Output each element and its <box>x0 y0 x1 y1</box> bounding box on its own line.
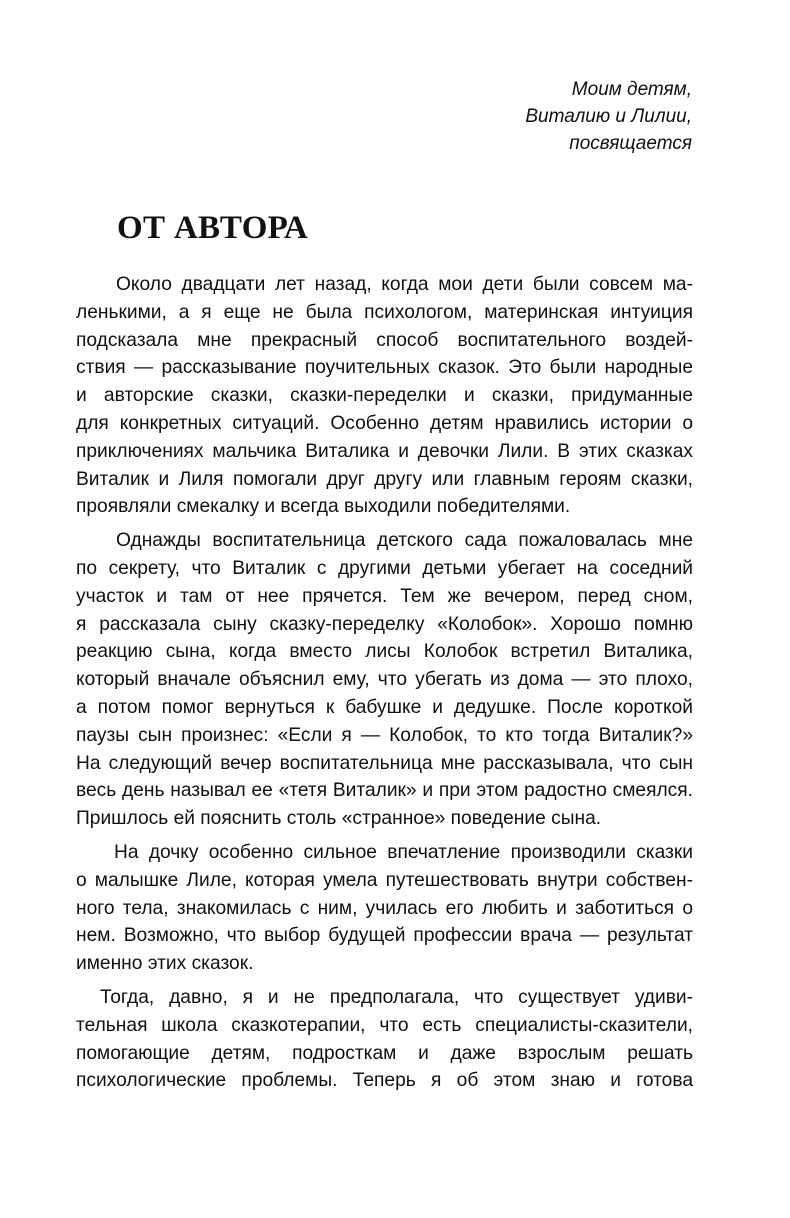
text-line: ного тела, знакомилась с ним, училась его любить и заботиться о <box>76 897 693 919</box>
text-line: Однажды воспитательница детского сада пожаловалась мне <box>116 530 693 552</box>
text-line: помогающие детям, подросткам и даже взрослым решать <box>76 1042 693 1064</box>
body-text <box>76 271 693 1101</box>
text-line: Виталик и Лиля помогали друг другу или главным героям сказки, <box>76 468 693 490</box>
text-line: для конкретных ситуаций. Особенно детям нравились истории о <box>76 412 693 434</box>
text-line: На следующий вечер воспитательница мне рассказывала, что сын <box>76 752 693 774</box>
text-line: ствия — рассказывание поучительных сказок. Это были народные <box>76 357 693 379</box>
text-line: тельная школа сказкотерапии, что есть специалисты-сказители, <box>76 1014 693 1036</box>
text-line: я рассказала сыну сказку-переделку «Колобок». Хорошо помню <box>76 613 693 635</box>
text-line: реакцию сына, когда вместо лисы Колобок встретил Виталика, <box>76 641 693 663</box>
text-line: психологические проблемы. Теперь я об этом знаю и готова <box>76 1070 693 1092</box>
text-line: по секрету, что Виталик с другими детьми убегает на соседний <box>76 557 693 579</box>
text-line: участок и там от нее прячется. Тем же вечером, перед сном, <box>76 585 693 607</box>
dedication-line: Моим детям, <box>571 79 692 100</box>
text-line: а потом помог вернуться к бабушке и дедушке. После короткой <box>76 696 693 718</box>
dedication <box>525 76 692 157</box>
text-line: проявляли смекалку и всегда выходили победителями. <box>76 496 571 518</box>
text-line: приключениях мальчика Виталика и девочки Лили. В этих сказках <box>76 440 693 462</box>
text-line: Пришлось ей пояснить столь «странное» поведение сына. <box>76 808 602 830</box>
text-line: который вначале объяснил ему, что убегать из дома — это плохо, <box>76 669 693 691</box>
text-line: о малышке Лиле, которая умела путешествовать внутри собствен- <box>76 869 693 891</box>
paragraph <box>76 839 693 978</box>
text-line: паузы сын произнес: «Если я — Колобок, то кто тогда Виталик?» <box>76 724 693 746</box>
text-line: подсказала мне прекрасный способ воспитательного воздей- <box>76 329 693 351</box>
text-line: Около двадцати лет назад, когда мои дети были совсем ма- <box>116 274 693 295</box>
paragraph <box>76 271 693 521</box>
paragraph <box>76 984 693 1095</box>
section-heading: ОТ АВТОРА <box>117 210 309 246</box>
text-line: весь день называл ее «тетя Виталик» и при этом радостно смеялся. <box>76 780 693 802</box>
dedication-line: посвящается <box>569 133 692 154</box>
text-line: именно этих сказок. <box>76 953 254 975</box>
text-line: На дочку особенно сильное впечатление производили сказки <box>114 841 693 863</box>
paragraph <box>76 527 693 833</box>
text-line: и авторские сказки, сказки-переделки и сказки, придуманные <box>76 385 693 407</box>
text-line: нем. Возможно, что выбор будущей профессии врача — результат <box>76 925 693 947</box>
text-line: ленькими, а я еще не была психологом, материнская интуиция <box>76 301 693 323</box>
text-line: Тогда, давно, я и не предполагала, что существует удиви- <box>100 986 693 1008</box>
dedication-line: Виталию и Лилии, <box>525 106 692 127</box>
